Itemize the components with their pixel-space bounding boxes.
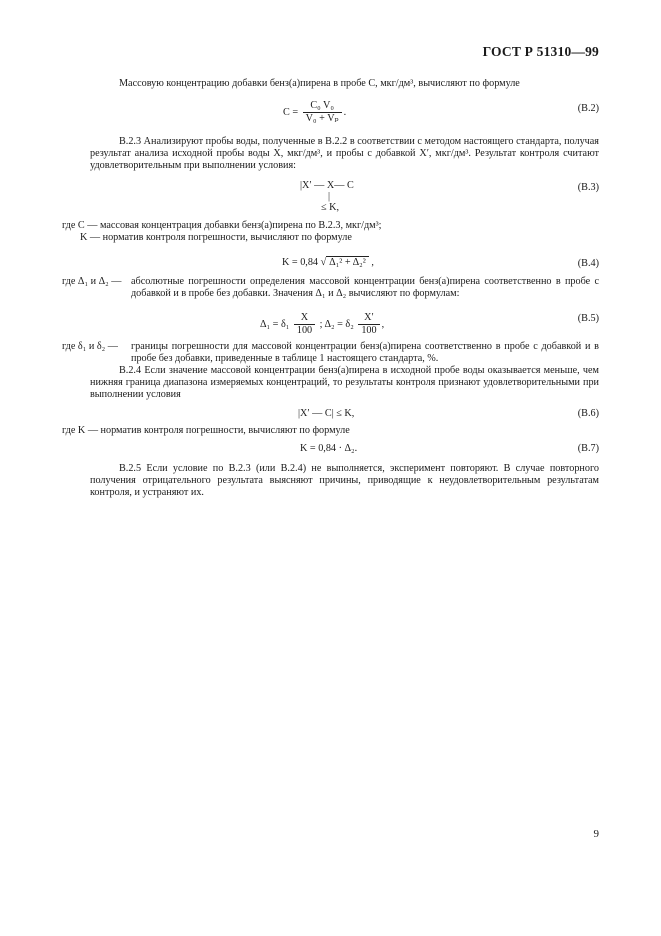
definition-small-delta-text: границы погрешности для массовой концентрации бенз(а)пирена соответственно в пробе с добавкой и в пробе без добавки, приведенные в таблице 1 настоящего стандарта, %. [131, 341, 599, 364]
formula-b5-a: Δ₁ = δ₁ [260, 318, 290, 330]
paragraph-b23: В.2.3 Анализируют пробы воды, полученные в В.2.2 в соответствии с методом настоящего стандарта, получая результат анализа исходной пробы воды X, мкг/дм³, и пробы с добавкой X′, мкг/дм³. Результат контроля считают удовлетворительным при выполнении условия: [90, 136, 599, 171]
formula-b3-line1: |X′ — X— C [300, 180, 354, 191]
paragraph-concentration-intro: Массовую концентрацию добавки бенз(а)пирена в пробе С, мкг/дм³, вычисляют по формуле [119, 78, 520, 89]
definition-delta-text: абсолютные погрешности определения массовой концентрации бенз(а)пирена соответственно в пробе с добавкой и в пробе без добавки. Значения Δ₁ и Δ₂ вычисляют по формулам: [131, 276, 599, 299]
formula-b5-fraction-b-num: X′ [358, 312, 379, 325]
formula-b5-fraction-a-den: 100 [296, 325, 313, 336]
formula-b5-fraction-b-den: 100 [361, 325, 377, 336]
formula-b2-denominator: V₀ + Vₚ [305, 113, 339, 124]
formula-b7: K = 0,84 · Δ₂. [300, 443, 358, 454]
formula-b2-tail: . [343, 106, 347, 118]
equation-number-b5: (В.5) [577, 313, 599, 324]
equation-number-b7: (В.7) [577, 443, 599, 454]
formula-b5 [260, 312, 384, 337]
page-number: 9 [593, 828, 599, 840]
formula-b5-tail: , [381, 318, 385, 330]
definition-k2: где K — норматив контроля погрешности, вычисляют по формуле [62, 425, 350, 436]
equation-number-b6: (В.6) [577, 408, 599, 419]
formula-b2 [283, 100, 346, 125]
formula-b2-numerator: C₀ V₀ [303, 100, 342, 113]
equation-number-b3: (В.3) [577, 182, 599, 193]
paragraph-b25: В.2.5 Если условие по В.2.3 (или В.2.4) не выполняется, эксперимент повторяют. В случае повторного получения отрицательного результата выясняют причины, приводящие к неудовлетворительным результатам контроля, и устраняют их. [90, 463, 599, 498]
formula-b4-tail: , [371, 257, 374, 268]
formula-b5-sep: ; Δ₂ = δ₂ [319, 318, 354, 330]
formula-b2-lhs: C = [283, 106, 299, 118]
formula-b5-fraction-a [294, 312, 315, 337]
formula-b3 [300, 180, 354, 213]
formula-b4-lhs: K = 0,84 [282, 257, 319, 268]
definition-k: K — норматив контроля погрешности, вычисляют по формуле [80, 232, 352, 243]
formula-b6: |X′ — C| ≤ K, [298, 408, 355, 419]
formula-b3-line3: ≤ K, [321, 202, 340, 213]
formula-b5-fraction-a-num: X [294, 312, 315, 325]
formula-b2-fraction [303, 100, 342, 125]
equation-number-b4: (В.4) [577, 258, 599, 269]
definition-small-delta-label: где δ₁ и δ₂ — [62, 341, 118, 352]
standard-header: ГОСТ Р 51310—99 [482, 44, 599, 59]
paragraph-b24: В.2.4 Если значение массовой концентрации бенз(а)пирена в исходной пробе воды оказывается меньше, чем нижняя граница диапазона измеряемых концентраций, то результаты контроля признают удовлетворительными при выполнении условия [90, 365, 599, 400]
equation-number-b2: (В.2) [577, 103, 599, 114]
definition-delta-label: где Δ₁ и Δ₂ — [62, 276, 122, 287]
formula-b4-radicand: Δ₁² + Δ₂² [326, 256, 369, 268]
formula-b3-line2: | [328, 191, 331, 202]
definition-c: где С — массовая концентрация добавки бенз(а)пирена по В.2.3, мкг/дм³; [62, 220, 382, 231]
formula-b5-fraction-b [358, 312, 379, 337]
sqrt-icon: √ [320, 257, 327, 268]
formula-b4 [282, 256, 374, 268]
